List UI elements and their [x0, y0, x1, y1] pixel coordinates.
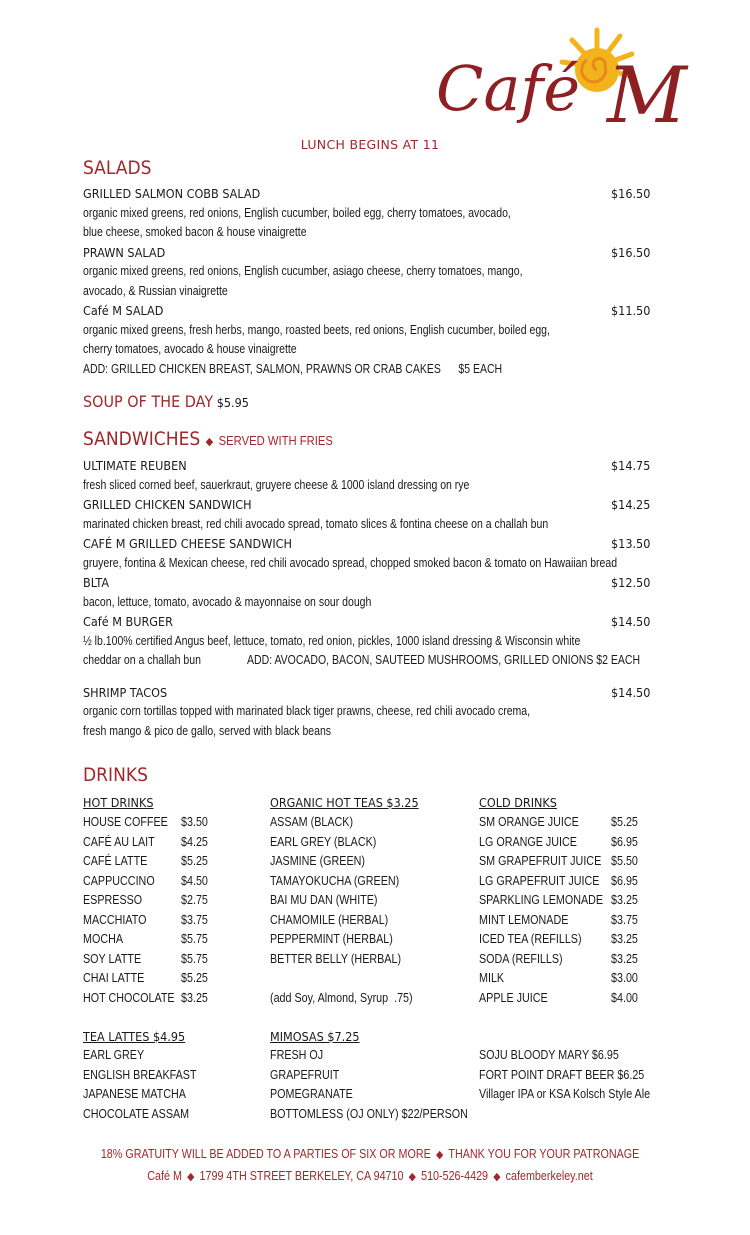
- menu-item-description: avocado, & Russian vinaigrette: [83, 283, 228, 298]
- menu-item-description: fresh sliced corned beef, sauerkraut, gruyere cheese & 1000 island dressing on rye: [83, 477, 470, 492]
- tea-name: EARL GREY (BLACK): [270, 834, 377, 849]
- footer-contact-part: 1799 4TH STREET BERKELEY, CA 94710: [199, 1169, 404, 1183]
- menu-item-description: ADD: GRILLED CHICKEN BREAST, SALMON, PRAWNS OR CRAB CAKES $5 EACH: [83, 361, 503, 376]
- hot-drink-name: MOCHA: [83, 932, 124, 946]
- menu-item-name: SHRIMP TACOS: [83, 684, 168, 700]
- cold-drink-price: $6.95: [611, 873, 638, 888]
- menu-item-price: $11.50: [611, 303, 651, 318]
- menu-item-price: $13.50: [611, 536, 651, 551]
- soup-price: $5.95: [213, 395, 249, 410]
- alcohol-item: Villager IPA or KSA Kolsch Style Ale: [479, 1087, 651, 1101]
- menu-item-description: organic mixed greens, red onions, English cucumber, asiago cheese, cherry tomatoes, mango,: [83, 264, 523, 278]
- cold-drink-price: $3.25: [611, 893, 638, 907]
- menu-item-name: GRILLED CHICKEN SANDWICH: [83, 497, 252, 512]
- tea-latte-name: CHOCOLATE ASSAM: [83, 1106, 190, 1121]
- cold-drink-price: $5.25: [611, 815, 638, 829]
- menu-item-price: $14.25: [611, 497, 651, 512]
- footer-contact-part[interactable]: cafemberkeley.net: [505, 1169, 593, 1183]
- mimosa-name: POMEGRANATE: [270, 1087, 353, 1101]
- tea-name: BETTER BELLY (HERBAL): [270, 951, 402, 966]
- menu-item-description: gruyere, fontina & Mexican cheese, red chili avocado spread, chopped smoked bacon & tomato on Hawaiian bread: [83, 555, 618, 570]
- cold-drink-name: SPARKLING LEMONADE: [479, 893, 604, 907]
- mimosa-name: BOTTOMLESS (OJ ONLY) $22/PERSON: [270, 1106, 468, 1121]
- footer-notice-part: THANK YOU FOR YOUR PATRONAGE: [448, 1147, 640, 1161]
- soup-title: SOUP OF THE DAY: [83, 392, 214, 411]
- cold-drink-name: MINT LEMONADE: [479, 912, 569, 927]
- hot-drink-name: CAFÉ LATTE: [83, 854, 148, 868]
- menu-item-description: bacon, lettuce, tomato, avocado & mayonnaise on sour dough: [83, 594, 372, 609]
- alcohol-item: FORT POINT DRAFT BEER $6.25: [479, 1067, 645, 1082]
- hot-drink-price: $2.75: [181, 893, 208, 907]
- cold-drink-price: $3.75: [611, 912, 638, 927]
- diamond-icon: ◆: [187, 1171, 195, 1183]
- cold-drink-price: $5.50: [611, 854, 638, 868]
- menu-item-price: $12.50: [611, 575, 651, 590]
- menu-item-name: PRAWN SALAD: [83, 244, 166, 260]
- footer-contact: [0, 1169, 740, 1183]
- tea-addon-note: (add Soy, Almond, Syrup .75): [270, 990, 413, 1005]
- hot-drink-name: ESPRESSO: [83, 893, 143, 907]
- tea-name: BAI MU DAN (WHITE): [270, 893, 378, 907]
- footer-contact-part: Café M: [147, 1169, 182, 1183]
- cold-drink-name: SM ORANGE JUICE: [479, 815, 579, 829]
- tea-latte-name: ENGLISH BREAKFAST: [83, 1067, 197, 1082]
- footer-contact-part: 510-526-4429: [421, 1169, 489, 1183]
- menu-item-name: Café M BURGER: [83, 614, 173, 629]
- svg-text:M: M: [607, 51, 687, 137]
- section-title-drinks: DRINKS: [83, 764, 148, 786]
- diamond-icon: ◆: [493, 1171, 501, 1183]
- menu-item-name: GRILLED SALMON COBB SALAD: [83, 186, 261, 201]
- cold-drink-name: LG GRAPEFRUIT JUICE: [479, 873, 600, 888]
- hot-drink-price: $3.75: [181, 912, 208, 927]
- hot-drink-price: $5.25: [181, 854, 208, 868]
- menu-item-name: Café M SALAD: [83, 303, 164, 318]
- hot-drink-price: $5.75: [181, 932, 208, 946]
- menu-item-price: $16.50: [611, 186, 651, 201]
- tea-name: ASSAM (BLACK): [270, 815, 354, 829]
- cold-drink-price: $3.00: [611, 971, 638, 985]
- footer-notice-part: 18% GRATUITY WILL BE ADDED TO A PARTIES OF SIX OR MORE: [100, 1147, 431, 1161]
- tea-name: PEPPERMINT (HERBAL): [270, 932, 393, 946]
- hot-drink-price: $3.50: [181, 815, 208, 829]
- mimosa-name: GRAPEFRUIT: [270, 1067, 340, 1082]
- tea-name: TAMAYOKUCHA (GREEN): [270, 873, 400, 888]
- lunch-note: LUNCH BEGINS AT 11: [300, 137, 440, 152]
- menu-item-price: $14.50: [611, 614, 651, 629]
- footer-notice: [0, 1147, 740, 1161]
- menu-item-description: organic corn tortillas topped with marinated black tiger prawns, cheese, red chili avocado crema,: [83, 704, 531, 718]
- menu-item-name: BLTA: [83, 575, 110, 590]
- mimosas-heading: MIMOSAS $7.25: [270, 1029, 360, 1044]
- tea-latte-name: JAPANESE MATCHA: [83, 1087, 186, 1101]
- hot-drinks-heading: HOT DRINKS: [83, 795, 154, 810]
- hot-drink-name: HOUSE COFFEE: [83, 815, 168, 829]
- tea-lattes-heading: TEA LATTES $4.95: [83, 1029, 186, 1044]
- tea-name: CHAMOMILE (HERBAL): [270, 912, 389, 927]
- section-title-soup: [83, 392, 249, 411]
- cold-drink-name: SODA (REFILLS): [479, 951, 563, 966]
- hot-drink-name: MACCHIATO: [83, 912, 147, 927]
- menu-item-description: fresh mango & pico de gallo, served with black beans: [83, 723, 332, 738]
- hot-drink-name: SOY LATTE: [83, 951, 142, 966]
- cold-drink-price: $4.00: [611, 990, 638, 1005]
- diamond-icon: ◆: [435, 1149, 444, 1161]
- hot-drink-price: $5.25: [181, 971, 208, 985]
- cold-drink-name: LG ORANGE JUICE: [479, 834, 577, 849]
- section-title-sandwiches: [83, 428, 333, 450]
- cold-drink-name: APPLE JUICE: [479, 990, 548, 1005]
- tea-latte-name: EARL GREY: [83, 1048, 145, 1062]
- cold-drink-name: SM GRAPEFRUIT JUICE: [479, 854, 602, 868]
- mimosa-name: FRESH OJ: [270, 1048, 324, 1062]
- sandwiches-title: SANDWICHES: [83, 428, 201, 450]
- menu-item-name: ULTIMATE REUBEN: [83, 458, 187, 473]
- hot-drink-name: HOT CHOCOLATE: [83, 990, 175, 1005]
- menu-item-description: organic mixed greens, red onions, English cucumber, boiled egg, cherry tomatoes, avocado,: [83, 205, 511, 220]
- cafe-m-logo: [432, 22, 732, 137]
- menu-item-description: organic mixed greens, fresh herbs, mango, roasted beets, red onions, English cucumber, boiled egg,: [83, 322, 550, 337]
- cold-drink-price: $3.25: [611, 932, 638, 946]
- hot-drink-name: CHAI LATTE: [83, 971, 145, 985]
- menu-item-description: cheddar on a challah bun ADD: AVOCADO, BACON, SAUTEED MUSHROOMS, GRILLED ONIONS $2 EACH: [83, 653, 641, 667]
- organic-teas-heading: ORGANIC HOT TEAS $3.25: [270, 795, 419, 810]
- menu-item-price: $14.50: [611, 684, 651, 700]
- cold-drink-name: MILK: [479, 971, 505, 985]
- hot-drink-price: $4.50: [181, 873, 208, 888]
- cold-drinks-heading: COLD DRINKS: [479, 795, 557, 810]
- menu-item-name: CAFÉ M GRILLED CHEESE SANDWICH: [83, 536, 292, 551]
- hot-drink-price: $4.25: [181, 834, 208, 849]
- tea-name: JASMINE (GREEN): [270, 854, 365, 868]
- diamond-icon: ◆: [408, 1171, 416, 1183]
- svg-text:Café: Café: [436, 52, 581, 125]
- diamond-icon: ◆: [205, 436, 214, 448]
- cold-drink-price: $3.25: [611, 951, 638, 966]
- hot-drink-name: CAFÉ AU LAIT: [83, 834, 155, 849]
- menu-item-description: blue cheese, smoked bacon & house vinaigrette: [83, 225, 307, 239]
- cold-drink-price: $6.95: [611, 834, 638, 849]
- cold-drink-name: ICED TEA (REFILLS): [479, 932, 582, 946]
- hot-drink-price: $3.25: [181, 990, 208, 1005]
- section-title-salads: SALADS: [83, 157, 152, 179]
- menu-item-description: ½ lb.100% certified Angus beef, lettuce, tomato, red onion, pickles, 1000 island dressing & Wisconsin white: [83, 633, 581, 648]
- menu-item-price: $14.75: [611, 458, 651, 473]
- sandwiches-subtitle: SERVED WITH FRIES: [218, 434, 333, 448]
- menu-item-description: marinated chicken breast, red chili avocado spread, tomato slices & fontina cheese on a challah bun: [83, 516, 549, 531]
- menu-item-description: cherry tomatoes, avocado & house vinaigrette: [83, 342, 297, 356]
- hot-drink-name: CAPPUCCINO: [83, 873, 155, 888]
- alcohol-item: SOJU BLOODY MARY $6.95: [479, 1048, 619, 1062]
- menu-item-price: $16.50: [611, 244, 651, 260]
- hot-drink-price: $5.75: [181, 951, 208, 966]
